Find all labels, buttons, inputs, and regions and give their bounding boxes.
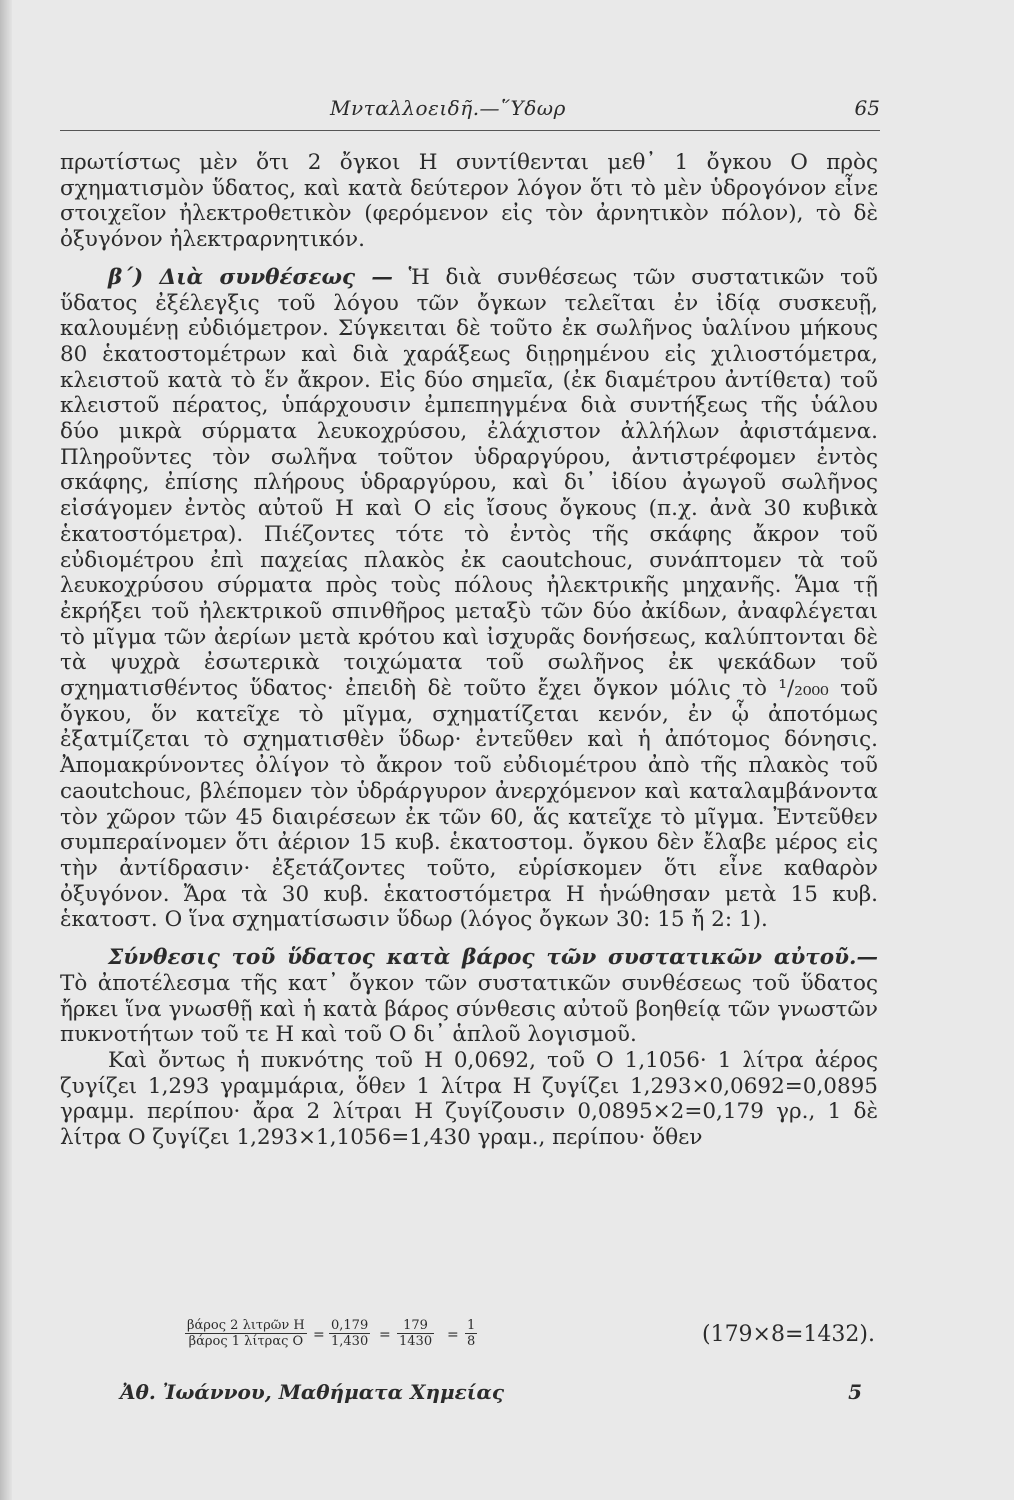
page-header (60, 96, 880, 126)
paragraph-synthesis (60, 265, 878, 933)
paragraph-text: πρωτίστως μὲν ὅτι 2 ὄγκοι Η συντίθενται μεθ᾽ 1 ὄγκου Ο πρὸς σχηματισμὸν ὕδατος, καὶ κατὰ δεύτερον λόγον ὅτι τὸ μὲν ὑδρογόνον εἶνε στοιχεῖον ἠλεκτροθετικὸν (φερόμενον εἰς τὸν ἀρνητικὸν πόλον), τὸ δὲ ὀξυγόνον ἠλεκτραρνητικόν. (60, 150, 878, 253)
page-footer (120, 1380, 862, 1410)
fraction-numerator: 179 (397, 1318, 434, 1334)
fraction-equation (185, 1318, 875, 1364)
section-heading: Σύνθεσις τοῦ ὕδατος κατὰ βάρος τῶν συστατικῶν αὐτοῦ.— (108, 945, 878, 971)
fraction-ratio (465, 1318, 477, 1349)
paragraph-intro (60, 150, 878, 253)
paragraph-weight-synthesis (60, 945, 878, 1048)
equals-sign: = (379, 1327, 391, 1343)
fraction-denominator: 8 (467, 1334, 476, 1349)
fraction-integers (397, 1318, 434, 1349)
body-text (60, 150, 878, 1151)
fraction-denominator: 1430 (399, 1334, 433, 1349)
section-lead: β΄) Διὰ συνθέσεως — (108, 264, 393, 290)
fraction-values (329, 1318, 370, 1349)
fraction-denominator: 1,430 (331, 1334, 369, 1349)
running-title: Μνταλλοειδῆ.—῞Υδωρ (330, 96, 566, 120)
header-rule (60, 130, 880, 131)
fraction-check: (179×8=1432). (701, 1322, 875, 1347)
signature-mark: 5 (848, 1380, 862, 1404)
equals-sign: = (447, 1327, 459, 1343)
paragraph-text: Ἡ διὰ συνθέσεως τῶν συστατικῶν τοῦ ὕδατος ἐξέλεγξις τοῦ λόγου τῶν ὄγκων τελεῖται ἐν ἰδίᾳ συσκευῇ, καλουμένῃ εὐδιόμετρον. Σύγκειται δὲ τοῦτο ἐκ σωλῆνος ὑαλίνου μήκους 80 ἑκατοστομέτρων καὶ διὰ χαράξεως διῃρημένου εἰς χιλιοστόμετρα, κλειστοῦ κατὰ τὸ ἕν ἄκρον. Εἰς δύο σημεῖα, (ἐκ διαμέτρου ἀντίθετα) τοῦ κλειστοῦ πέρατος, ὑπάρχουσιν ἐμπεπηγμένα διὰ συντήξεως τῆς ὑάλου δύο μικρὰ σύρματα λευκοχρύσου, ἐλάχιστον ἀλλήλων ἀφιστάμενα. Πληροῦντες τὸν σωλῆνα τοῦτον ὑδραργύρου, ἀντιστρέφομεν ἐντὸς σκάφης, ἐπίσης πλήρους ὑδραργύρου, καὶ δι᾽ ἰδίου ἀγωγοῦ σωλῆνος εἰσάγομεν ἐντὸς αὐτοῦ Η καὶ Ο εἰς ἴσους ὄγκους (π.χ. ἀνὰ 30 κυβικὰ ἑκατοστόμετρα). Πιέζοντες τότε τὸ ἐντὸς τῆς σκάφης ἄκρον τοῦ εὐδιομέτρου ἐπὶ παχείας πλακὸς ἐκ caoutchouc, συνάπτομεν τὰ τοῦ λευκοχρύσου σύρματα πρὸς τοὺς πόλους ἠλεκτρικῆς μηχανῆς. Ἅμα τῇ ἐκρήξει τοῦ ἠλεκτρικοῦ σπινθῆρος μεταξὺ τῶν δύο ἀκίδων, ἀναφλέγεται τὸ μῖγμα τῶν ἀερίων μετὰ κρότου καὶ ἰσχυρᾶς δονήσεως, καλύπτονται δὲ τὰ ψυχρὰ ἐσωτερικὰ τοιχώματα τοῦ σωλῆνος ἐκ ψεκάδων τοῦ σχηματισθέντος ὕδατος· ἐπειδὴ δὲ τοῦτο ἔχει ὄγκον μόλις τὸ ¹/₂₀₀₀ τοῦ ὄγκου, ὅν κατεῖχε τὸ μῖγμα, σχηματίζεται κενόν, ἐν ᾧ ἀποτόμως ἐξατμίζεται τὸ σχηματισθὲν ὕδωρ· ἐντεῦθεν καὶ ἡ ἀπότομος δόνησις. Ἀπομακρύνοντες ὀλίγον τὸ ἄκρον τοῦ εὐδιομέτρου ἀπὸ τῆς πλακὸς τοῦ caoutchouc, βλέπομεν τὸν ὑδράργυρον ἀνερχόμενον καὶ καταλαμβάνοντα τὸν χῶρον τῶν 45 διαιρέσεων ἐκ τῶν 60, ἅς κατεῖχε τὸ μῖγμα. Ἐντεῦθεν συμπεραίνομεν ὅτι ἀέριον 15 κυβ. ἑκατοστομ. ὄγκου δὲν ἔλαβε μέρος εἰς τὴν ἀντίδρασιν· ἐξετάζοντες τοῦτο, εὑρίσκομεν ὅτι εἶνε καθαρὸν ὀξυγόνον. Ἄρα τὰ 30 κυβ. ἑκατοστόμετρα Η ἡνώθησαν μετὰ 15 κυβ. ἑκατοστ. Ο ἵνα σχηματίσωσιν ὕδωρ (λόγος ὄγκων 30: 15 ἤ 2: 1). (60, 264, 878, 933)
fraction-numerator: 0,179 (331, 1318, 369, 1333)
fraction-weights (185, 1318, 307, 1349)
paragraph-density (60, 1048, 878, 1151)
equals-sign: = (313, 1327, 325, 1343)
fraction-numerator: βάρος 2 λιτρῶν Η (187, 1318, 305, 1333)
footer-author: Ἀθ. Ἰωάννου, Μαθήματα Χημείας (120, 1380, 505, 1404)
fraction-denominator: βάρος 1 λίτρας Ο (188, 1334, 304, 1349)
paragraph-text: Τὸ ἀποτέλεσμα τῆς κατ᾽ ὄγκον τῶν συστατικῶν συνθέσεως τοῦ ὕδατος ἤρκει ἵνα γνωσθῇ καὶ ἡ κατὰ βάρος σύνθεσις αὐτοῦ βοηθείᾳ τῶν γνωστῶν πυκνοτήτων τοῦ τε Η καὶ τοῦ Ο δι᾽ ἁπλοῦ λογισμοῦ. (60, 970, 878, 1048)
page-number: 65 (854, 96, 880, 120)
fraction-numerator: 1 (467, 1318, 476, 1333)
paragraph-text: Καὶ ὄντως ἡ πυκνότης τοῦ Η 0,0692, τοῦ Ο 1,1056· 1 λίτρα ἀέρος ζυγίζει 1,293 γραμμάρια, ὅθεν 1 λίτρα Η ζυγίζει 1,293×0,0692=0,0895 γραμμ. περίπου· ἄρα 2 λίτραι Η ζυγίζουσιν 0,0895×2=0,179 γρ., 1 δὲ λίτρα Ο ζυγίζει 1,293×1,1056=1,430 γραμ., περίπου· ὅθεν (60, 1047, 878, 1151)
page-edge (0, 0, 12, 1500)
